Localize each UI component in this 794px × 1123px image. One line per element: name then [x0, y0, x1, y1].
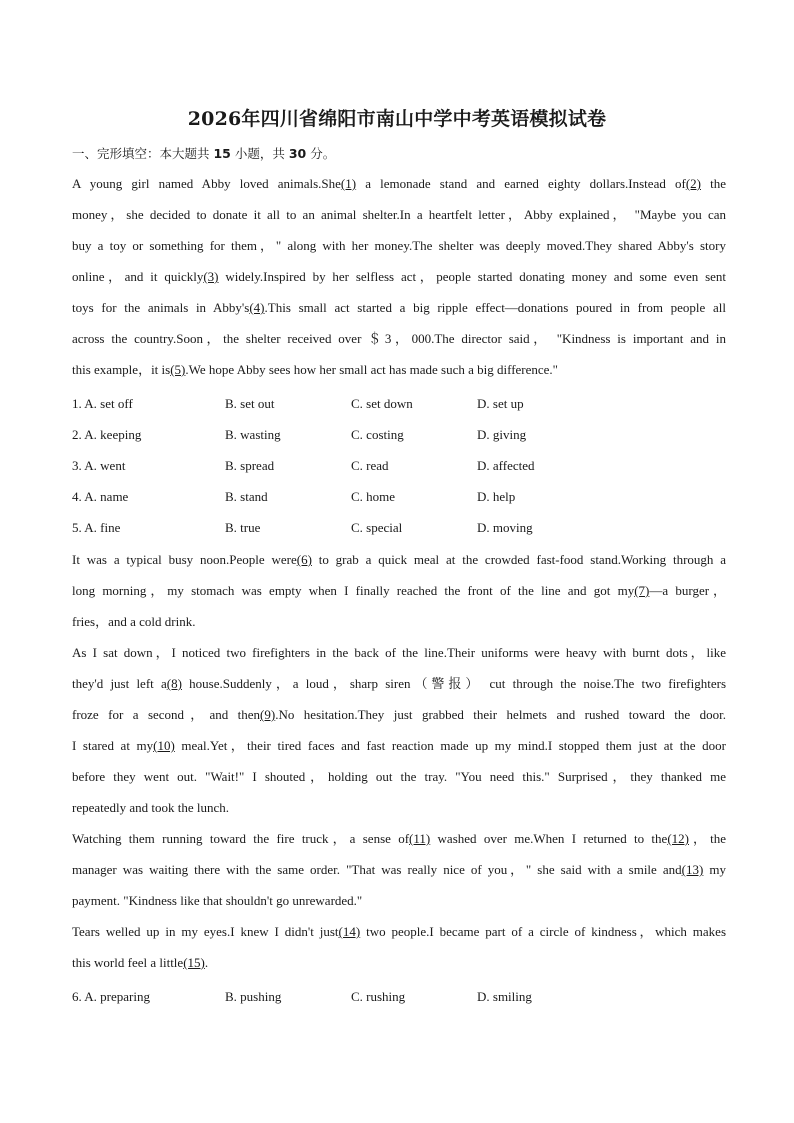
text-segment: long morning，my stomach was empty when I finally reached the front of the line and got my [72, 583, 635, 598]
question-row [72, 427, 726, 447]
text-segment: to grab a quick meal at the crowded fast-food stand.Working through a [311, 552, 726, 567]
text-segment: I stared at my [72, 738, 154, 753]
text-segment: a lemonade stand and earned eighty dollars.Instead of [356, 176, 686, 191]
text-segment: As I sat down，I noticed two firefighters in the back of the line.Their uniforms were heavy with burnt dots，like [72, 645, 726, 660]
text-segment: .No hesitation.They just grabbed their helmets and rushed toward the door. [275, 707, 726, 722]
option-c: C. rushing [351, 989, 406, 1004]
option-num: 4. A. name [72, 489, 129, 504]
question-row [72, 989, 726, 1009]
option-b: B. wasting [225, 427, 281, 442]
option-num: 5. A. fine [72, 520, 121, 535]
text-line [72, 916, 726, 947]
answer-blank: (2) [685, 176, 701, 191]
text-line [72, 730, 726, 761]
option-d: D. set up [477, 396, 524, 411]
option-c: C. set down [351, 396, 413, 411]
text-segment: before they went out. "Wait!" I shouted，holding out the tray. "You need this." Surprised，they thanked me [72, 769, 726, 784]
question-row [72, 520, 726, 540]
answer-blank: (10) [153, 738, 175, 753]
text-line [72, 199, 726, 230]
text-segment: my [703, 862, 726, 877]
text-line [72, 292, 726, 323]
text-line [72, 668, 726, 699]
text-segment: —a burger， [649, 583, 726, 598]
text-line [72, 792, 726, 823]
passage-2 [72, 544, 726, 978]
text-segment: online，and it quickly [72, 269, 204, 284]
text-line [72, 230, 726, 261]
answer-blank: (11) [409, 831, 431, 846]
text-line [72, 699, 726, 730]
option-b: B. true [225, 520, 261, 535]
option-d: D. affected [477, 458, 535, 473]
answer-blank: (12) [667, 831, 689, 846]
text-segment: this world feel a little [72, 955, 184, 970]
text-line [72, 854, 726, 885]
text-segment: ，the [688, 831, 726, 846]
answer-blank: (3) [203, 269, 219, 284]
text-segment: washed over me.When I returned to the [430, 831, 668, 846]
text-line [72, 323, 726, 354]
text-segment: two people.I became part of a circle of kindness，which makes [360, 924, 726, 939]
text-segment: payment. "Kindness like that shouldn't go unrewarded." [72, 893, 363, 908]
text-line [72, 544, 726, 575]
text-segment: across the country.Soon，the shelter received over ＄3，000.The director said， "Kindness is important and in [72, 331, 726, 346]
text-segment: meal.Yet，their tired faces and fast reaction made up my mind.I stopped them just at the door [174, 738, 726, 753]
text-segment: .This small act started a big ripple effect—donations poured in from people all [264, 300, 726, 315]
text-segment: Watching them running toward the fire truck，a sense of [72, 831, 410, 846]
option-d: D. moving [477, 520, 533, 535]
option-num: 2. A. keeping [72, 427, 142, 442]
answer-blank: (8) [166, 676, 182, 691]
text-line [72, 637, 726, 668]
answer-blank: (1) [340, 176, 357, 191]
text-line [72, 354, 726, 385]
text-segment: Tears welled up in my eyes.I knew I didn't just [72, 924, 339, 939]
answer-blank: (15) [183, 955, 205, 970]
answer-blank: (5) [170, 362, 186, 377]
text-segment: . [204, 955, 209, 970]
text-segment: It was a typical busy noon.People were [72, 552, 297, 567]
option-d: D. help [477, 489, 516, 504]
text-segment: fries，and a cold drink. [72, 614, 196, 629]
text-segment: they'd just left a [72, 676, 167, 691]
answer-blank: (7) [634, 583, 650, 598]
text-segment: froze for a second，and then [72, 707, 261, 722]
option-num: 3. A. went [72, 458, 126, 473]
option-c: C. read [351, 458, 389, 473]
option-d: D. smiling [477, 989, 532, 1004]
option-c: C. costing [351, 427, 404, 442]
question-row [72, 396, 726, 416]
option-c: C. special [351, 520, 403, 535]
question-row [72, 458, 726, 478]
answer-blank: (9) [260, 707, 276, 722]
text-segment: widely.Inspired by her selfless act，people started donating money and some even sent [218, 269, 726, 284]
answer-blank: (6) [296, 552, 312, 567]
text-segment: repeatedly and took the lunch. [72, 800, 230, 815]
question-row [72, 489, 726, 509]
text-segment: manager was waiting there with the same order. "That was really nice of you，" she said with a smile and [72, 862, 682, 877]
text-line [72, 606, 726, 637]
section-heading: 一、完形填空：本大题共 15 小题，共 30 分。 [72, 146, 336, 161]
option-b: B. stand [225, 489, 268, 504]
option-d: D. giving [477, 427, 527, 442]
option-b: B. spread [225, 458, 275, 473]
option-b: B. set out [225, 396, 275, 411]
option-b: B. pushing [225, 989, 282, 1004]
option-num: 1. A. set off [72, 396, 133, 411]
text-segment: money，she decided to donate it all to an animal shelter.In a heartfelt letter，Abby explained， "Maybe you can [72, 207, 726, 222]
answer-blank: (14) [338, 924, 361, 939]
text-line [72, 761, 726, 792]
text-segment: A young girl named Abby loved animals.She [72, 176, 341, 191]
text-line [72, 823, 726, 854]
text-line [72, 947, 726, 978]
passage-1 [72, 168, 726, 385]
text-line [72, 168, 726, 199]
text-segment: .We hope Abby sees how her small act has made such a big difference." [185, 362, 558, 377]
text-line [72, 261, 726, 292]
text-segment: buy a toy or something for them，" along with her money.The shelter was deeply moved.They shared Abby's story [72, 238, 726, 253]
text-segment: house.Suddenly，a loud，sharp siren（警报） cut through the noise.The two firefighters [181, 676, 726, 691]
answer-blank: (4) [249, 300, 265, 315]
answer-blank: (13) [681, 862, 704, 877]
text-segment: the [700, 176, 726, 191]
text-segment: toys for the animals in Abby's [72, 300, 250, 315]
text-segment: this example，it is [72, 362, 171, 377]
page-title: 2026年四川省绵阳市南山中学中考英语模拟试卷 [187, 108, 607, 130]
option-num: 6. A. preparing [72, 989, 150, 1004]
text-line [72, 885, 726, 916]
option-c: C. home [351, 489, 396, 504]
text-line [72, 575, 726, 606]
